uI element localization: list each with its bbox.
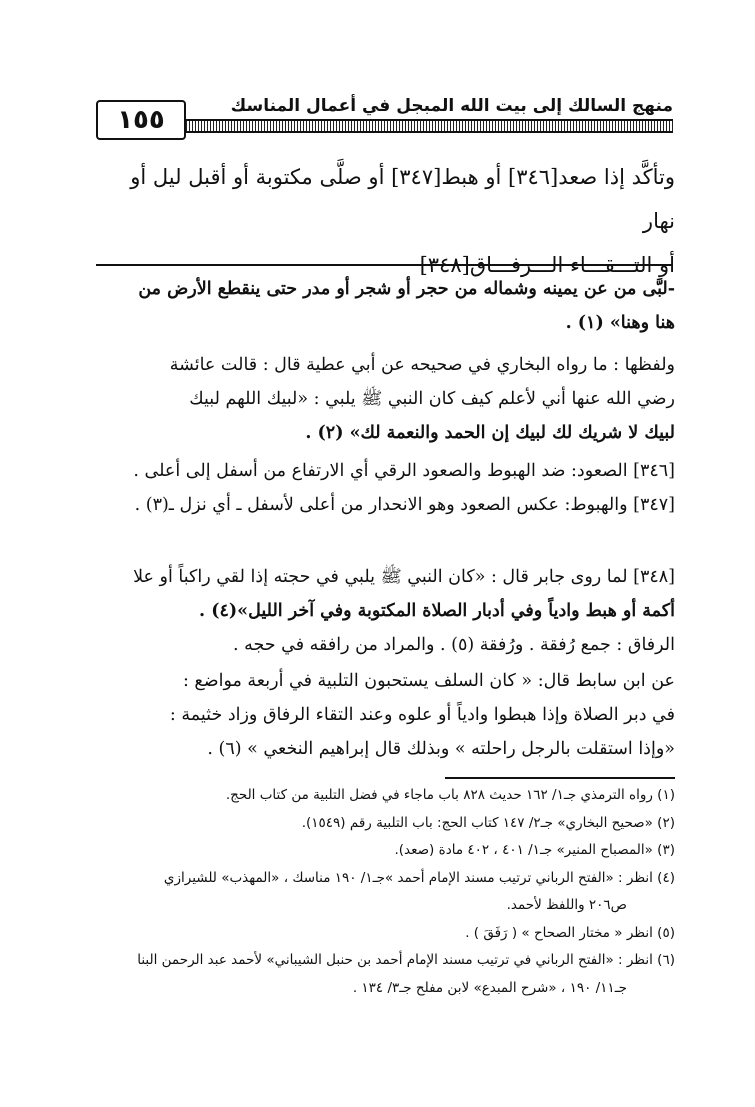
running-title: منهج السالك إلى بيت الله المبجل في أعمال المناسك (230, 96, 673, 116)
text-line: [٣٤٨] لما روى جابر قال : «كان النبي ﷺ يلبي في حجته إذا لقي راكباً أو علا (133, 567, 675, 587)
commentary-divider (96, 264, 673, 266)
footnote-6-continued: جـ١١/ ١٩٠ ، «شرح المبدع» لابن مفلح جـ٣/ ١٣٤ . (352, 979, 627, 996)
notes-346-347 (96, 454, 675, 522)
text-line: «وإذا استقلت بالرجل راحلته » وبذلك قال إبراهيم النخعي » (٦) . (207, 739, 675, 759)
footnote-4-continued: ص٢٠٦ واللفظ لأحمد. (506, 897, 627, 913)
text-line: هنا وهنا» (١) . (565, 313, 675, 333)
text-line: في دبر الصلاة وإذا هبطوا وادياً أو علوه وعند التقاء الرفاق وزاد خثيمة : (169, 705, 675, 725)
footnote-6: (٦) انظر : «الفتح الرباني في ترتيب مسند الإمام أحمد بن حنبل الشيباني» لأحمد عبد الرحمن البنا (137, 952, 675, 968)
note-346: [٣٤٦] الصعود: ضد الهبوط والصعود الرقي أي الارتفاع من أسفل إلى أعلى . (133, 461, 675, 481)
footnote-1: (١) رواه الترمذي جـ١/ ١٦٢ حديث ٨٢٨ باب ماجاء في فضل التلبية من كتاب الحج. (225, 787, 675, 803)
ibn-sabit-quote (96, 664, 675, 766)
text-line: رضي الله عنها أني لأعلم كيف كان النبي ﷺ يلبي : «لبيك اللهم لبيك (189, 389, 675, 409)
main-verse-line-2: أو التـــقـــاء الـــرفـــاق[٣٤٨] (419, 253, 675, 277)
rifaq-definition: الرفاق : جمع رُفقة . ورُفقة (٥) . والمراد من رافقه في حجه . (232, 635, 675, 655)
main-verse-line-1: وتأكَّد إذا صعد[٣٤٦] أو هبط[٣٤٧] أو صلَّى مكتوبة أو أقبل ليل أو نهار (130, 165, 675, 233)
note-347: [٣٤٧] والهبوط: عكس الصعود وهو الانحدار من أعلى لأسفل ـ أي نزل ـ(٣) . (134, 495, 675, 515)
text-line: ولفظها : ما رواه البخاري في صحيحه عن أبي عطية قال : قالت عائشة (169, 355, 675, 375)
text-line: لبيك لا شريك لك لبيك إن الحمد والنعمة لك» (٢) . (305, 423, 675, 443)
commentary-paragraph-2 (96, 348, 675, 450)
footnote-3: (٣) «المصباح المنير» جـ١/ ٤٠١ ، ٤٠٢ مادة (صعد). (394, 842, 675, 858)
footnote-4: (٤) انظر : «الفتح الرباني ترتيب مسند الإمام أحمد »جـ١/ ١٩٠ مناسك ، «المهذب» للشيرازي (163, 869, 675, 886)
text-line: أكمة أو هبط وادياً وفي أدبار الصلاة المكتوبة وفي آخر الليل»(٤) . (199, 601, 675, 621)
main-verse (96, 155, 675, 287)
text-line: عن ابن سابط قال: « كان السلف يستحبون التلبية في أربعة مواضع : (182, 671, 675, 691)
commentary-paragraph-1 (96, 272, 675, 340)
footnote-separator (445, 777, 675, 779)
footnote-2: (٢) «صحيح البخاري» جـ٢/ ١٤٧ كتاب الحج: باب التلبية رقم (١٥٤٩). (301, 814, 675, 831)
page-number: ١٥٥ (96, 100, 186, 140)
footnote-5: (٥) انظر « مختار الصحاح » ( رَفَقَ ) . (465, 924, 675, 941)
footnotes (96, 782, 675, 1002)
note-348 (96, 560, 675, 662)
text-line: -لبَّى من عن يمينه وشماله من حجر أو شجر أو مدر حتى ينقطع الأرض من (138, 279, 675, 299)
